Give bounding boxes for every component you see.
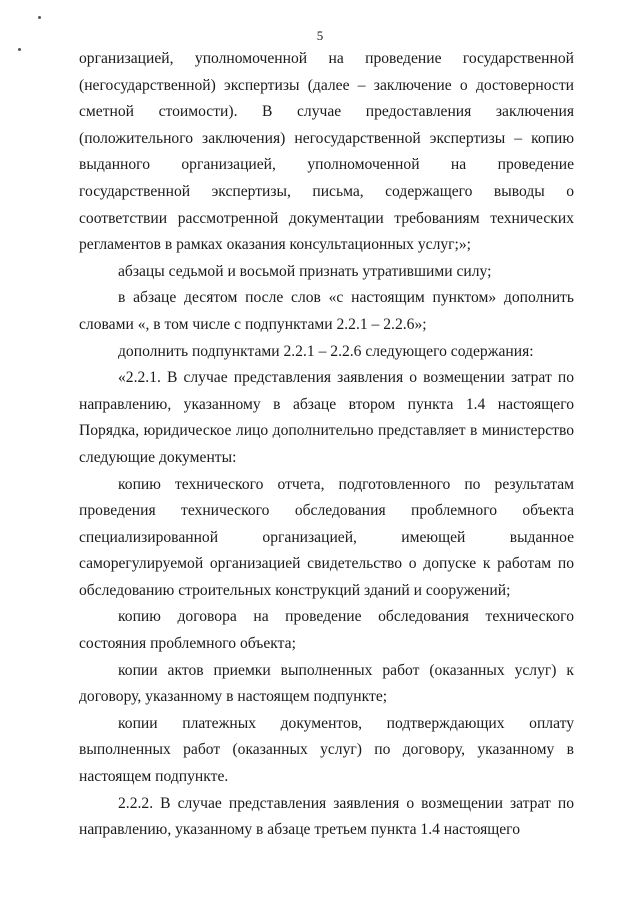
paragraph: копии актов приемки выполненных работ (оказанных услуг) к договору, указанному в настоящем подпункте; xyxy=(79,661,574,706)
paragraph: абзацы седьмой и восьмой признать утратившими силу; xyxy=(118,262,492,280)
paragraph: организацией, уполномоченной на проведение государственной (негосударственной) экспертизы (далее – заключение о достоверности сметной стоимости). В случае предоставления заключения (положительного заключения) негосударственной экспертизы – копию выданного организацией, уполномоченной на проведение государственной экспертизы, письма, содержащего выводы о соответствии рассмотренной документации требованиям технических регламентов в рамках оказания консультационных услуг;»; xyxy=(79,50,574,254)
paragraph: 2.2.2. В случае представления заявления о возмещении затрат по направлению, указанному в абзаце третьем пункта 1.4 настоящего xyxy=(79,794,574,839)
paragraph: копию технического отчета, подготовленного по результатам проведения технического обследования проблемного объекта специализированной организацией, имеющей выданное саморегулируемой организацией свидетельство о допуске к работам по обследованию строительных конструкций зданий и сооружений; xyxy=(79,475,574,599)
page-number: 5 xyxy=(316,28,324,43)
paragraph: копии платежных документов, подтверждающих оплату выполненных работ (оказанных услуг) по договору, указанному в настоящем подпункте. xyxy=(79,714,574,786)
scan-speck xyxy=(18,48,21,51)
document-body xyxy=(79,46,574,844)
paragraph: копию договора на проведение обследования технического состояния проблемного объекта; xyxy=(79,608,574,653)
scan-speck xyxy=(38,16,41,19)
paragraph: в абзаце десятом после слов «с настоящим пунктом» дополнить словами «, в том числе с подпунктами 2.2.1 – 2.2.6»; xyxy=(79,289,574,333)
paragraph: дополнить подпунктами 2.2.1 – 2.2.6 следующего содержания: xyxy=(118,342,534,360)
paragraph: «2.2.1. В случае представления заявления о возмещении затрат по направлению, указанному в абзаце втором пункта 1.4 настоящего Порядка, юридическое лицо дополнительно представляет в министерство следующие документы: xyxy=(79,369,574,466)
